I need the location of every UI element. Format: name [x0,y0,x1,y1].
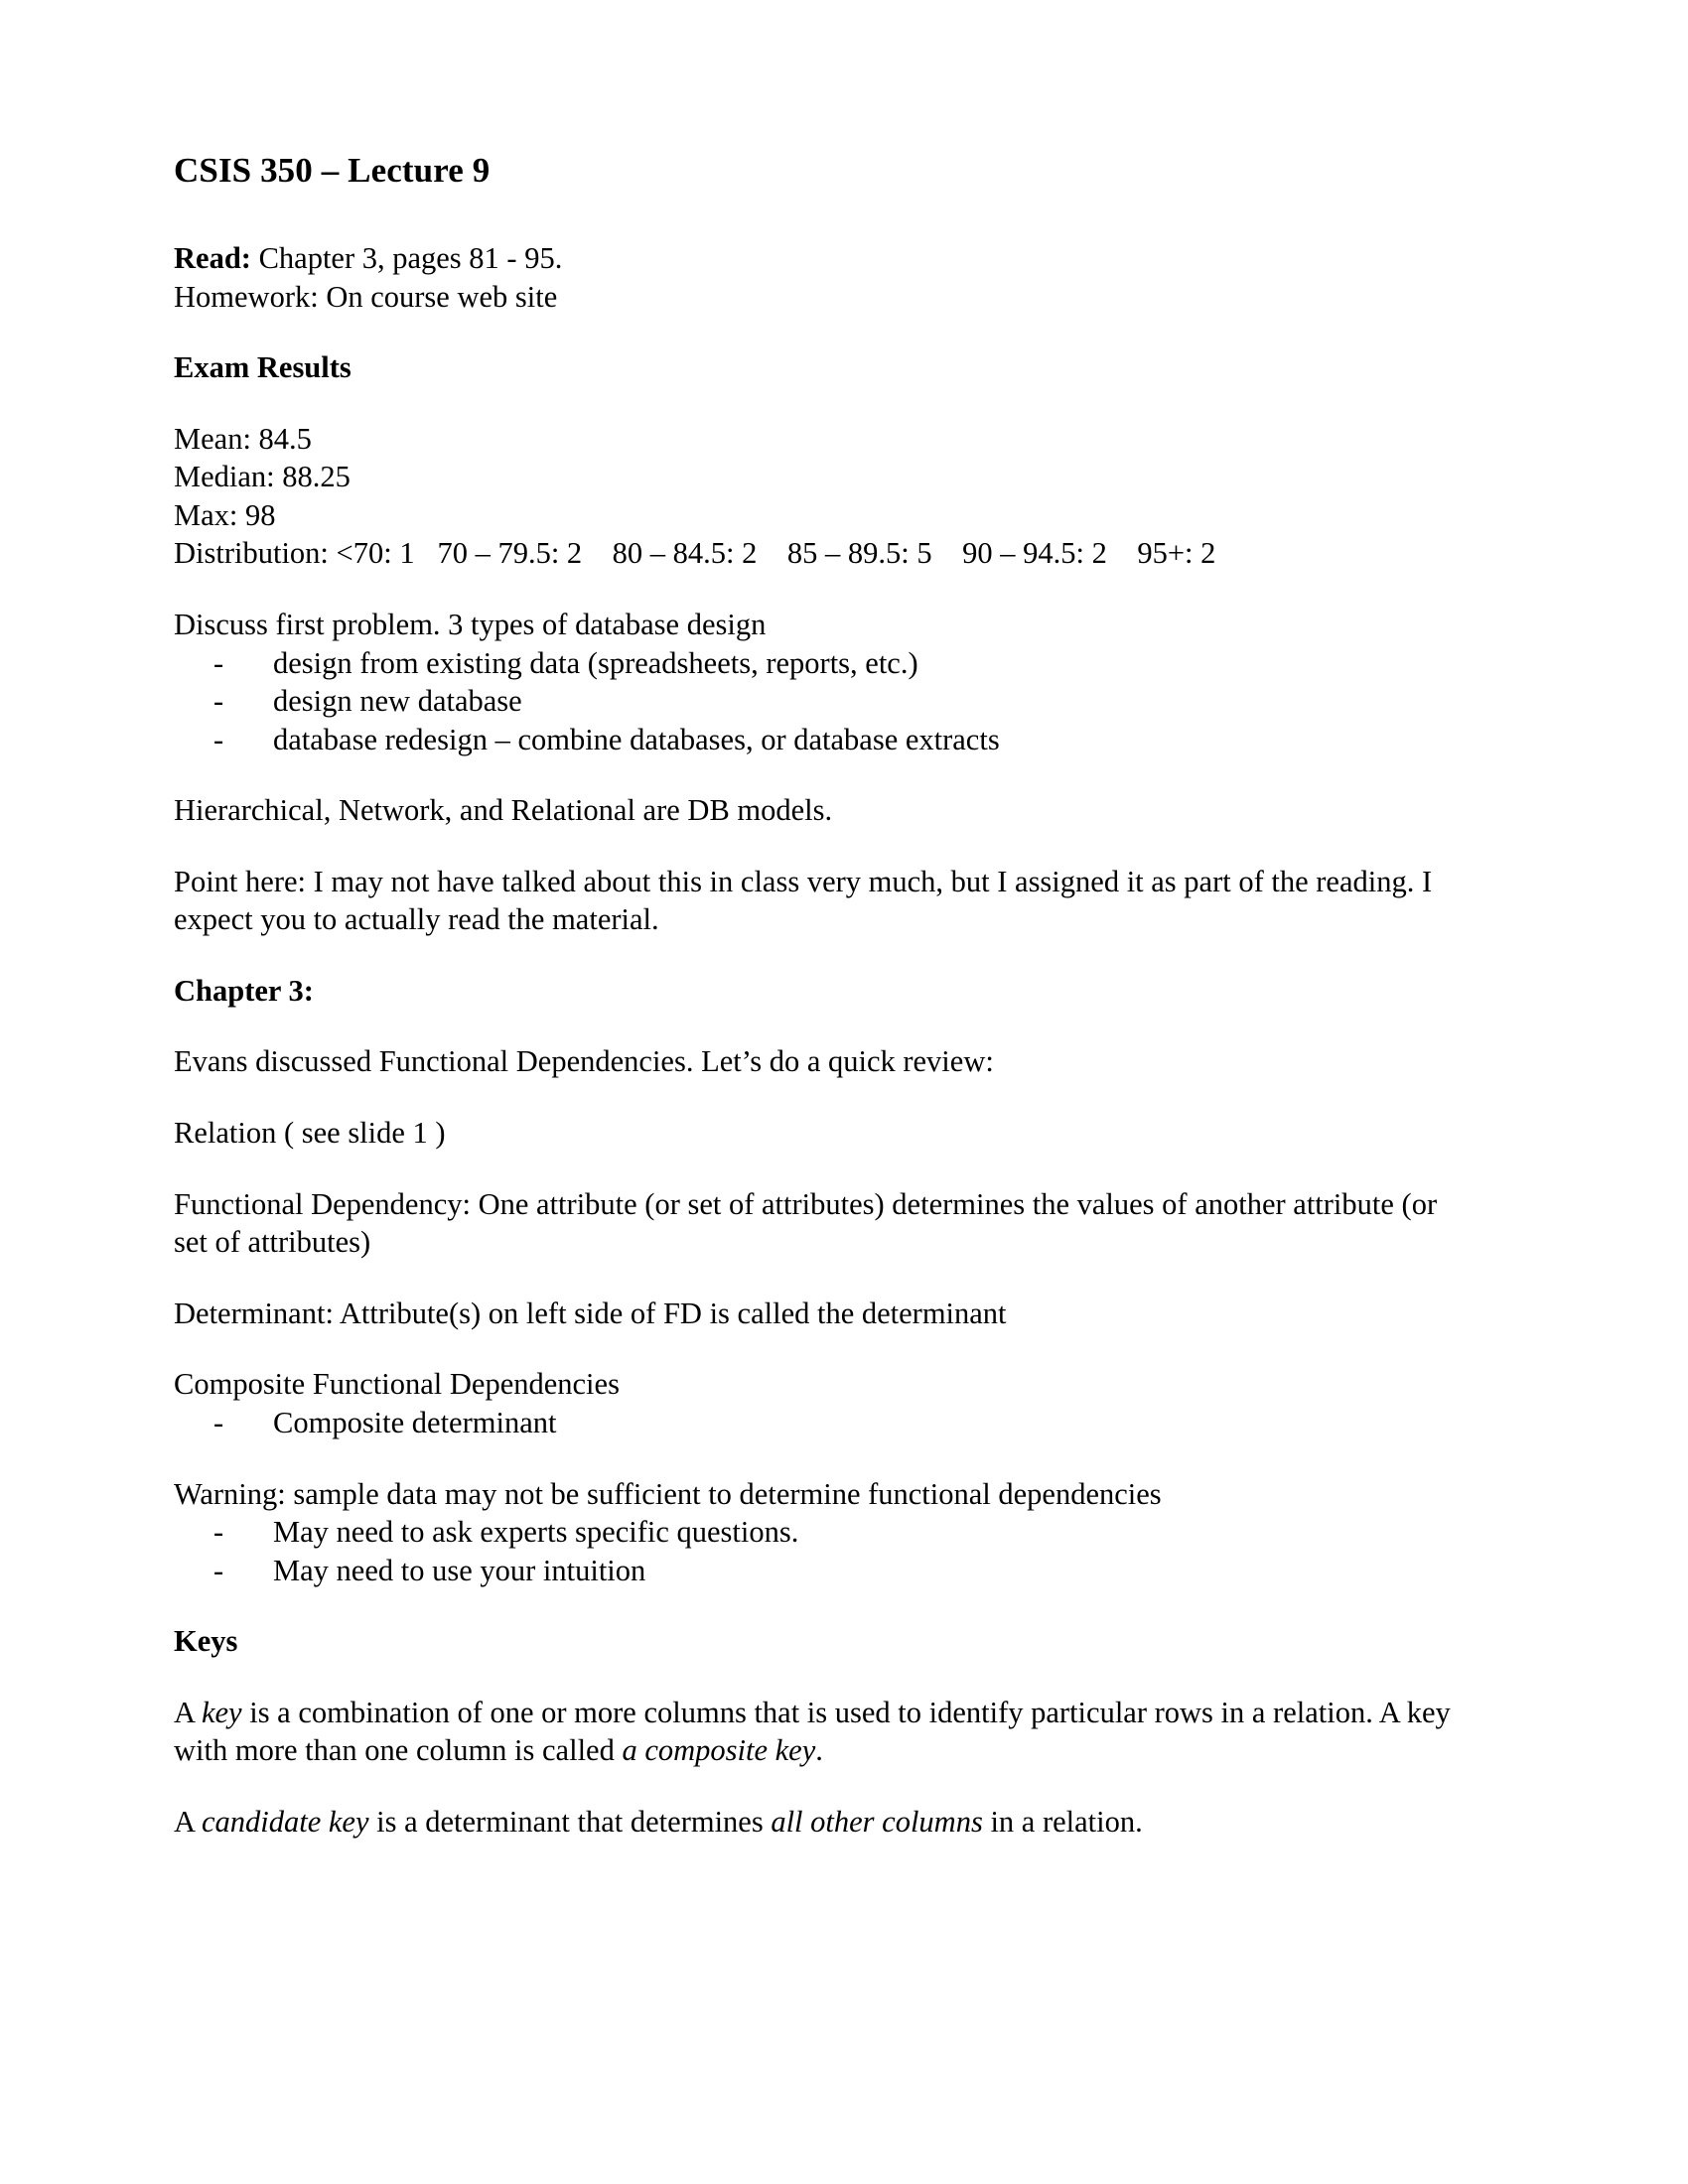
list-item [174,1552,1475,1590]
read-label: Read: [174,241,251,276]
discuss-intro-line: Discuss first problem. 3 types of database design [174,607,767,641]
document-body [174,149,1475,1841]
page-title: CSIS 350 – Lecture 9 [174,151,491,190]
dash-bullet-icon: - [213,1405,224,1439]
list-item-label: design from existing data (spreadsheets, reports, etc.) [273,645,918,680]
composite-key-term-italic: a composite key [622,1733,816,1768]
list-item-label: database redesign – combine databases, or database extracts [273,722,1000,756]
list-item [174,644,1475,683]
all-other-columns-italic: all other columns [771,1804,983,1839]
read-text: Chapter 3, pages 81 - 95. [250,241,563,276]
key-definition-paragraph [174,1694,1475,1770]
mean-line: Mean: 84.5 [174,421,312,456]
dash-bullet-icon: - [213,722,224,756]
candidate-para-part3: in a relation. [982,1804,1143,1839]
list-item [174,721,1475,759]
list-item [174,1513,1475,1552]
list-item [174,682,1475,721]
list-item-label: May need to ask experts specific questions. [273,1515,799,1550]
key-term-italic: key [201,1695,242,1729]
dash-bullet-icon: - [213,1553,224,1587]
candidate-para-part1: A [174,1804,202,1839]
candidate-key-term-italic: candidate key [201,1804,369,1839]
list-item-label: design new database [273,684,522,719]
warning-line: Warning: sample data may not be sufficient to determine functional dependencies [174,1476,1162,1511]
evans-review-line: Evans discussed Functional Dependencies. Let’s do a quick review: [174,1044,994,1079]
exam-results-heading: Exam Results [174,350,352,385]
chapter-heading: Chapter 3: [174,974,314,1009]
dash-bullet-icon: - [213,1515,224,1550]
key-para-part1: A [174,1695,202,1729]
point-here-paragraph: Point here: I may not have talked about this in class very much, but I assigned it as part of the reading. I expect you to actually read the material. [174,864,1433,937]
reading-assignment-block [174,239,1475,316]
list-item-label: May need to use your intuition [273,1553,646,1587]
key-para-part3: . [815,1733,823,1768]
distribution-line: Distribution: <70: 1 70 – 79.5: 2 80 – 84.5: 2 85 – 89.5: 5 90 – 94.5: 2 95+: 2 [174,536,1216,571]
candidate-key-paragraph [174,1803,1475,1842]
list-item [174,1404,1475,1442]
dash-bullet-icon: - [213,645,224,680]
homework-line: Homework: On course web site [174,279,558,314]
db-models-line: Hierarchical, Network, and Relational are DB models. [174,793,833,828]
read-line [174,239,1475,278]
max-line: Max: 98 [174,497,276,532]
composite-fd-list [174,1404,1475,1442]
list-item-label: Composite determinant [273,1405,557,1439]
exam-stats-block [174,420,1475,573]
design-types-list [174,644,1475,759]
composite-fd-line: Composite Functional Dependencies [174,1367,620,1402]
keys-heading: Keys [174,1624,238,1659]
functional-dependency-paragraph: Functional Dependency: One attribute (or set of attributes) determines the values of another attribute (or set of attributes) [174,1186,1438,1260]
warning-list [174,1513,1475,1589]
median-line: Median: 88.25 [174,460,351,494]
dash-bullet-icon: - [213,684,224,719]
key-para-part2: is a combination of one or more columns that is used to identify particular rows in a relation. A key with more than one column is called [174,1695,1451,1768]
relation-line: Relation ( see slide 1 ) [174,1116,446,1151]
candidate-para-part2: is a determinant that determines [368,1804,772,1839]
determinant-line: Determinant: Attribute(s) on left side of FD is called the determinant [174,1296,1007,1330]
